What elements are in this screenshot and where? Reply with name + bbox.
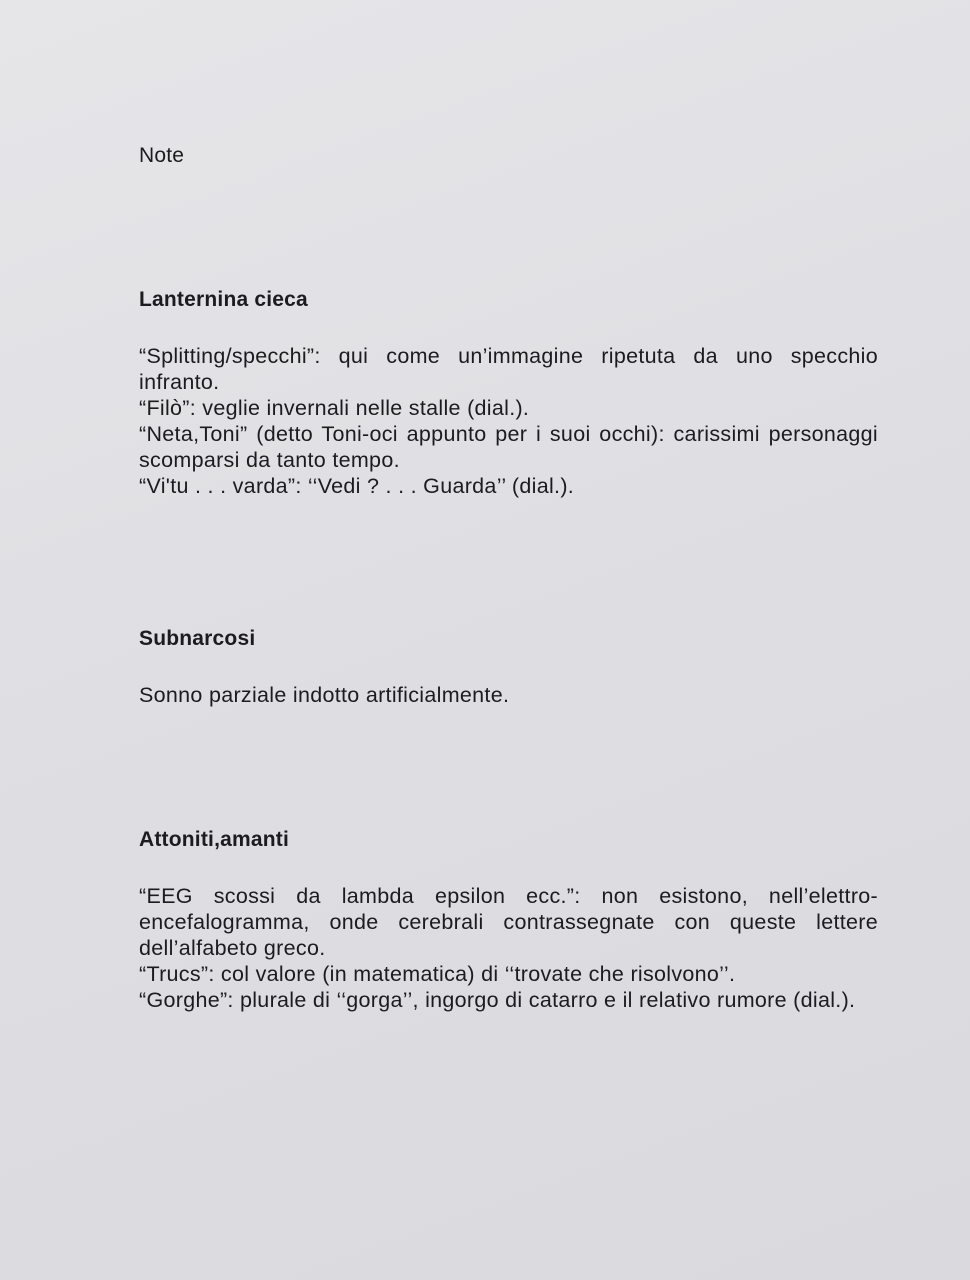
note-section-attoniti-amanti	[139, 828, 878, 1013]
note-entry: “Filò”: veglie invernali nelle stalle (dial.).	[139, 396, 530, 420]
section-title: Subnarcosi	[139, 627, 256, 650]
note-section-subnarcosi	[139, 627, 878, 708]
note-entry: “Trucs”: col valore (in matematica) di ‘‘trovate che risolvono’’.	[139, 962, 736, 986]
page-title: Note	[139, 144, 185, 167]
section-title: Lanternina cieca	[139, 288, 308, 311]
section-title: Attoniti,amanti	[139, 828, 289, 851]
note-entry: Sonno parziale indotto artificialmente.	[139, 683, 510, 707]
note-section-lanternina-cieca	[139, 288, 878, 499]
note-entry: “EEG scossi da lambda epsilon ecc.”: non esistono, nell’elettro-encefalogramma, onde cerebrali contrassegnate con queste lettere dell’alfabeto greco.	[139, 884, 878, 960]
note-entry: “Neta,Toni” (detto Toni-oci appunto per i suoi occhi): carissimi personaggi scomparsi da tanto tempo.	[139, 422, 878, 472]
note-entry: “Splitting/specchi”: qui come un’immagine ripetuta da uno specchio infranto.	[139, 344, 878, 394]
note-entry: “Gorghe”: plurale di ‘‘gorga’’, ingorgo di catarro e il relativo rumore (dial.).	[139, 988, 856, 1012]
note-entry: “Vi'tu . . . varda”: ‘‘Vedi ? . . . Guarda’’ (dial.).	[139, 474, 575, 498]
